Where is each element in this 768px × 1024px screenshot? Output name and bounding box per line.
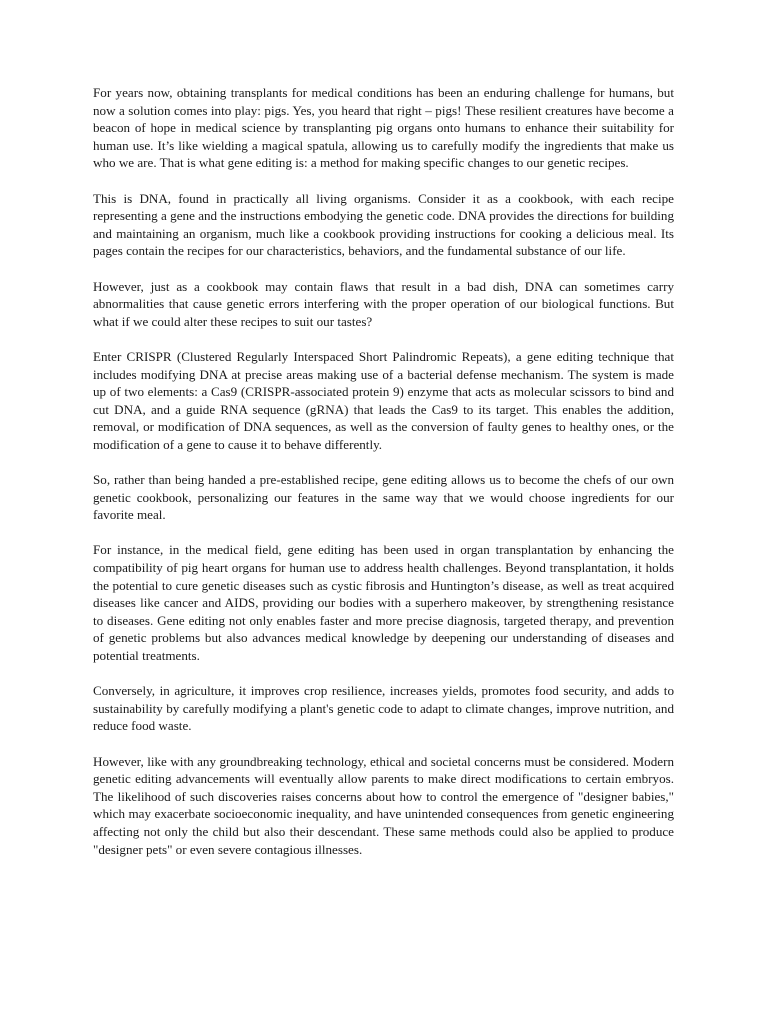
paragraph-crispr: Enter CRISPR (Clustered Regularly Interspaced Short Palindromic Repeats), a gene editing technique that includes modifying DNA at precise areas making use of a bacterial defense mechanism. The system is made up of two elements: a Cas9 (CRISPR-associated protein 9) enzyme that acts as molecular scissors to bind and cut DNA, and a guide RNA sequence (gRNA) that leads the Cas9 to its target. This enables the addition, removal, or modification of DNA sequences, as well as the conversion of faulty genes to healthy ones, or the modification of a gene to cause it to behave differently. xyxy=(93,348,674,452)
paragraph-dna-cookbook: This is DNA, found in practically all living organisms. Consider it as a cookbook, with each recipe representing a gene and the instructions embodying the genetic code. DNA provides the directions for building and maintaining an organism, much like a cookbook providing instructions for cooking a delicious meal. Its pages contain the recipes for our characteristics, behaviors, and the fundamental substance of our life. xyxy=(93,190,674,259)
paragraph-intro-pig-transplants: For years now, obtaining transplants for medical conditions has been an enduring challenge for humans, but now a solution comes into play: pigs. Yes, you heard that right – pigs! These resilient creatures have become a beacon of hope in medical science by transplanting pig organs onto humans to enhance their suitability for human use. It’s like wielding a magical spatula, allowing us to carefully modify the ingredients that make us who we are. That is what gene editing is: a method for making specific changes to our genetic recipes. xyxy=(93,85,674,171)
document-page xyxy=(93,84,674,858)
paragraph-dna-flaws: However, just as a cookbook may contain flaws that result in a bad dish, DNA can sometimes carry abnormalities that cause genetic errors interfering with the proper operation of our biological functions. But what if we could alter these recipes to suit our tastes? xyxy=(93,278,674,329)
paragraph-medical-field: For instance, in the medical field, gene editing has been used in organ transplantation by enhancing the compatibility of pig heart organs for human use to address health challenges. Beyond transplantation, it holds the potential to cure genetic diseases such as cystic fibrosis and Huntington’s disease, as well as treat acquired diseases like cancer and AIDS, providing our bodies with a superhero makeover, by strengthening resistance to diseases. Gene editing not only enables faster and more precise diagnosis, targeted therapy, and prevention of genetic problems but also advances medical knowledge by deepening our understanding of diseases and potential treatments. xyxy=(93,542,674,663)
paragraph-genetic-chefs: So, rather than being handed a pre-established recipe, gene editing allows us to become the chefs of our own genetic cookbook, personalizing our features in the same way that we would choose ingredients for our favorite meal. xyxy=(93,472,674,523)
paragraph-ethical-concerns: However, like with any groundbreaking technology, ethical and societal concerns must be considered. Modern genetic editing advancements will eventually allow parents to make direct modifications to certain embryos. The likelihood of such discoveries raises concerns about how to control the emergence of "designer babies," which may exacerbate socioeconomic inequality, and have unintended consequences from genetic engineering affecting not only the child but also their descendant. These same methods could also be applied to produce "designer pets" or even severe contagious illnesses. xyxy=(93,753,674,857)
paragraph-agriculture: Conversely, in agriculture, it improves crop resilience, increases yields, promotes food security, and adds to sustainability by carefully modifying a plant's genetic code to adapt to climate changes, improve nutrition, and reduce food waste. xyxy=(93,683,674,734)
